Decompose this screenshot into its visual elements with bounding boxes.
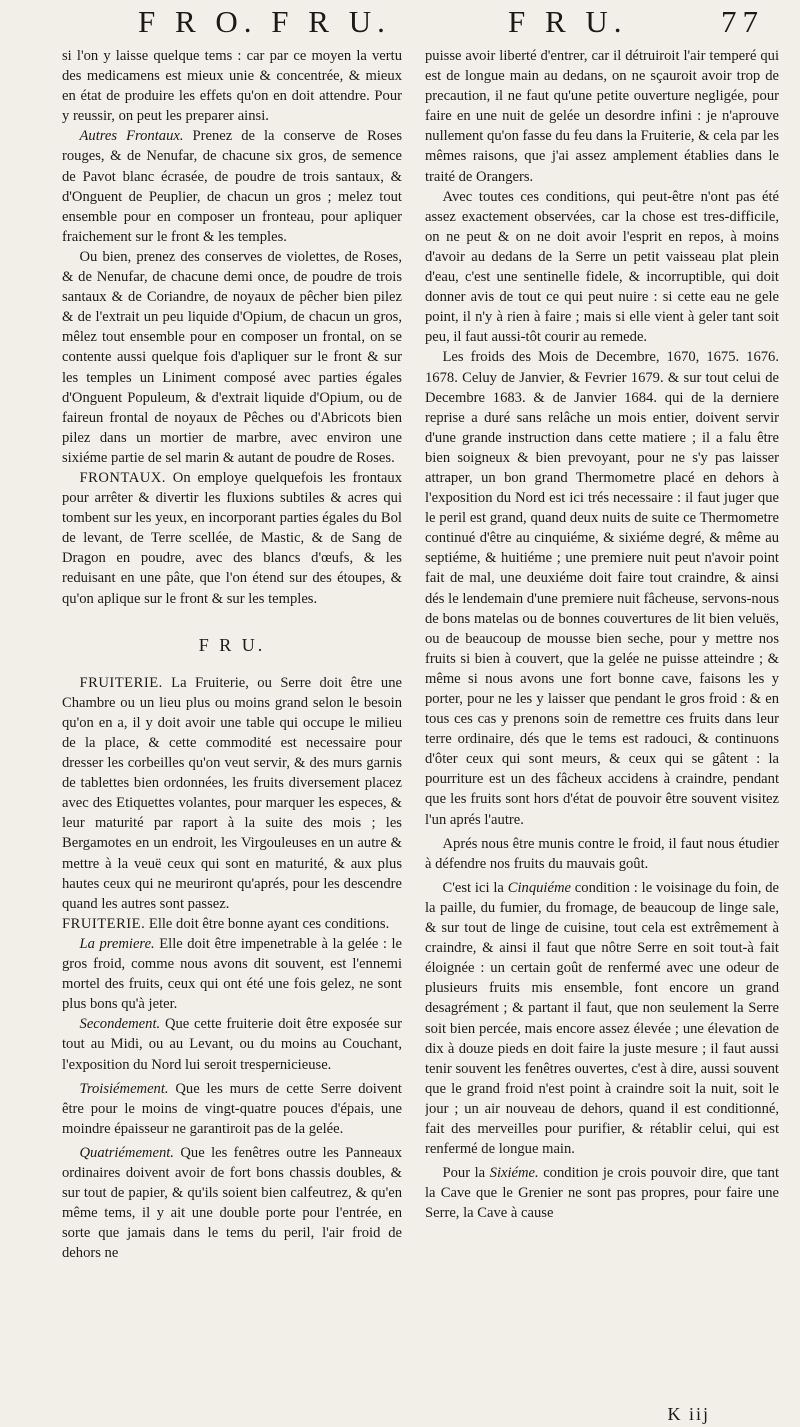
right-column <box>425 46 779 1416</box>
paragraph: Les froids des Mois de Decembre, 1670, 1675. 1676. 1678. Celuy de Janvier, & Fevrier 1679. & sur tout celui de Decembre 1683. & de Janvier 1684. qui de la derniere reprise a duré sans relâche un mois entier, doivent servir d'une grande instruction dans cette matiere ; il a falu être bien soigneux & bien prevoyant, pour ne s'y pas laisser attraper, un bon grand Thermometre placé en dehors à l'exposition du Nord est ici trés necessaire : il faut juger que le peril est grand, quand deux nuits de suite ce Thermometre continué d'être au cinquiéme, & sixiéme degré, & même au septiéme, & huitiéme ; une premiere nuit peut n'avoir point fait de mal, une deuxiéme doit faire tout craindre, & ainsi dés le lendemain d'une premiere nuit fâcheuse, servons-nous de bons matelas ou de bonnes couvertures de lit bien veluës, ou de beaucoup de mousse bien seche, pour y mettre nos fruits si bien à couvert, que la gelée ne puisse atteindre ; & même si nous avons une fort bonne cave, faisons les y porter, pour ne les y laisser que pendant le gros froid : & en tous ces cas y prenons soin de remettre ces fruits dans leur terre ordinaire, dés que le tems est radouci, & continuons d'ôter ceux qui sont meurs, & ceux qui se gâtent : la pourriture est un des fâcheux accidens à craindre, pendant que les fruits sont hors d'état de pouvoir être souvent visitez l'un aprés l'autre. <box>425 349 779 828</box>
section-heading: F R U. <box>198 634 266 655</box>
signature-mark: K iij <box>667 1404 710 1424</box>
paragraph-lead: Autres Frontaux. <box>79 128 184 145</box>
paragraph-text: Elle doit être impenetrable à la gelée : le gros froid, comme nous avons dit souvent, est l'ennemi mortel des fruits, ceux qui ont été une fois gelez, ne sont plus bons qu'à jeter. <box>62 935 402 1013</box>
paragraph <box>425 1163 779 1223</box>
paragraph-lead: Troisiémement. <box>79 1080 169 1097</box>
page-number: 77 <box>721 4 764 39</box>
running-header <box>0 4 800 50</box>
paragraph-text: Prenez de la conserve de Roses rouges, & de Nenufar, de chacune six gros, de semence de Pavot blanc écrasée, de poudre de trois santaux, & d'Onguent de Peuplier, de chacun un gros ; melez tout ensemble pour en composer un fronteau, pour apliquer fraichement sur le front & les temples. <box>62 128 402 245</box>
paragraph-text: condition je crois pouvoir dire, que tant la Cave que le Grenier ne sont pas propres, pour faire une Serre, la Cave à cause <box>425 1165 779 1222</box>
entry-keyword: FRONTAUX. <box>79 469 166 486</box>
paragraph <box>62 934 402 1014</box>
paragraph-text: On employe quelquefois les frontaux pour arrêter & divertir les fluxions subtiles & acres qui tombent sur les yeux, en incorporant parties égales du Bol de levant, de Terre scellée, de Mastic, & de Sang de Dragon en poudre, avec des blancs d'œufs, & les reduisant en une pâte, que l'on étend sur des étoupes, & qu'on aplique sur le front & sur les temples. <box>62 469 402 607</box>
entry-keyword: FRUITERIE. <box>79 674 163 691</box>
page-footer <box>0 1404 800 1427</box>
paragraph-text: Que cette fruiterie doit être exposée sur tout au Midi, ou au Levant, ou du moins au Couchant, l'exposition du Nord lui seroit trespernicieuse. <box>62 1016 402 1073</box>
paragraph <box>62 1143 402 1264</box>
entry-keyword: FRUITERIE. <box>62 915 146 932</box>
paragraph-lead: Secondement. <box>79 1016 161 1033</box>
paragraph-text: Que les fenêtres outre les Panneaux ordinaires doivent avoir de fort bons chassis doubles, & sur tout de papier, & qu'ils soient bien calfeutrez, & qu'en même tems, il y ait une double porte pour l'entrée, en sorte que jamais dans le tems du peril, l'air froid de dehors ne <box>62 1144 402 1262</box>
header-left-title: F R O. F R U. <box>138 4 391 39</box>
paragraph <box>425 878 779 1159</box>
paragraph: Ou bien, prenez des conserves de violettes, de Roses, & de Nenufar, de chacune demi once, de poudre de trois santaux & de Coriandre, de noyaux de pêcher bien pilez & de l'extrait un peu liquide d'Opium, de chacun un gros, mêlez tout ensemble pour en composer un frontal, on se contente aussi quelque fois d'apliquer sur le front & sur les temples un Liniment composé avec parties égales d'Onguent Populeum, & d'extrait liquide d'Opium, ou de faireun frontal de noyaux de Pêches ou d'Abricots bien pilez dans un mortier de marbre, avec environ une sixiéme partie de sel marin & autant de poudre de Roses. <box>62 248 402 466</box>
paragraph-lead: La premiere. <box>79 935 155 952</box>
paragraph: Avec toutes ces conditions, qui peut-être n'ont pas été assez exactement observées, car la chose est tres-difficile, on ne peut & on ne doit avoir l'esprit en repos, à moins d'avoir au dedans de la Serre un petit vaisseau plat plein d'eau, c'est une sentinelle fidele, & incorruptible, qui doit donner avis de tout ce qui peut nuire : si cette eau ne gele point, il n'y à rien à faire ; mais si elle vient à geler tant soit peu, il faut aussi-tôt courir au remede. <box>425 188 779 346</box>
left-column <box>62 46 402 1416</box>
paragraph: si l'on y laisse quelque tems : car par ce moyen la vertu des medicamens est mieux unie & concentrée, & mieux en état de produire les effets qu'on en doit attendre. Pour y reussir, on peut les preparer ainsi. <box>62 48 402 125</box>
paragraph-lead: Sixiéme. <box>489 1165 539 1182</box>
paragraph-text: Pour la <box>442 1165 490 1182</box>
paragraph <box>62 126 402 247</box>
paragraph <box>62 914 402 934</box>
paragraph <box>62 673 402 914</box>
paragraph-text: Que les murs de cette Serre doivent être pour le moins de vingt-quatre pouces d'épais, une moindre épaisseur ne garantiroit pas de la gelée. <box>62 1080 402 1137</box>
paragraph-lead: Quatriémement. <box>79 1144 174 1161</box>
paragraph-text: La Fruiterie, ou Serre doit être une Chambre ou un lieu plus ou moins grand selon le besoin qu'on en a, il y doit avoir une table qui occupe le milieu de la place, & cette commodité est necessaire pour dresser les corbeilles qu'on veut servir, & des murs garnis de tablettes bien ordonnées, les fruits diversement placez avec des Etiquettes volantes, pour marquer les especes, & leur maturité par raport à la suite des mois ; les Bergamotes en un endroit, les Virgouleuses en un autre & mettre à la veuë ceux qui sont en maturité, & aux plus hautes ceux qui ne meuriront qu'aprés, pour les descendre quand les autres sont passez. <box>62 674 402 912</box>
paragraph-text: Elle doit être bonne ayant ces conditions. <box>145 915 390 932</box>
paragraph-text: condition : le voisinage du foin, de la paille, du fumier, du fromage, de beaucoup de linge sale, & sur tout de linge de cuisine, tout cela est extrêmement à craindre, & ainsi il faut que nôtre Serre en soit tout-à fait éloignée : un certain goût de renfermé avec une odeur de plusieurs fruits mis ensemble, font encore un grand desagrément ; & partant il faut, que non seulement la Serre soit bien percée, mais encore assez élevée ; une élevation de dix à douze pieds en doit faire la juste mesure ; il faut aussi tenir souvent les fenêtres ouvertes, c'est à dire, aussi souvent que le grand froid n'est point à craindre soit la nuit, soit le jour ; un air nouveau de dehors, quand il est conditionné, fait des merveilles pour purifier, & rétablir celui, qui est renfermé de longue main. <box>425 879 779 1158</box>
paragraph <box>62 468 402 609</box>
paragraph-text: C'est ici la <box>442 879 508 896</box>
header-right-title: F R U. <box>508 4 628 39</box>
paragraph <box>62 1014 402 1074</box>
paragraph-lead: Cinquiéme <box>507 879 571 896</box>
paragraph: Aprés nous être munis contre le froid, il faut nous étudier à défendre nos fruits du mauvais goût. <box>425 835 779 872</box>
paragraph: puisse avoir liberté d'entrer, car il détruiroit l'air temperé qui est de longue main au dedans, on ne sçauroit avoir trop de precaution, il ne faut qu'une petite ouverture negligée, pour faire en une nuit de gelée un desordre infini : je n'aprouve nullement qu'on fasse du feu dans la Fruiterie, & cela par les mêmes raisons, que j'ai assez amplement établies dans le traité de Orangers. <box>425 48 779 185</box>
paragraph <box>62 1079 402 1139</box>
